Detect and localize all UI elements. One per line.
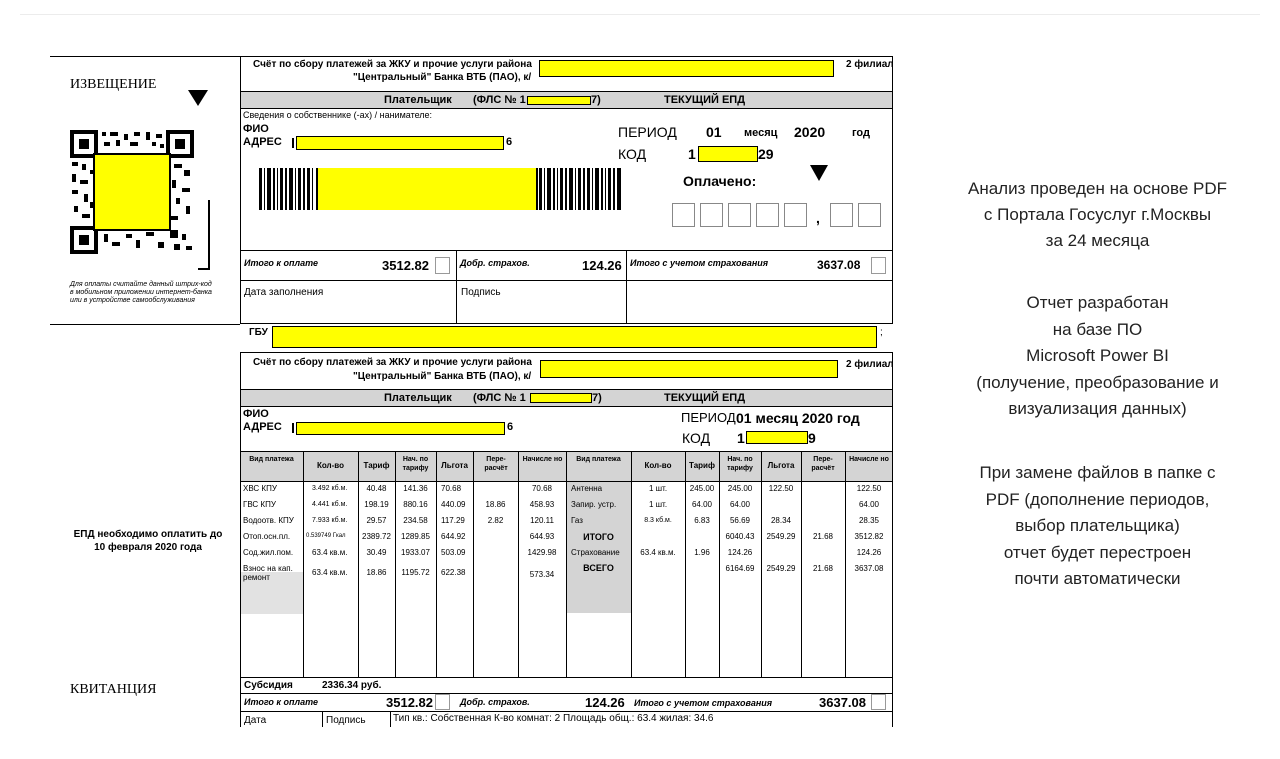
payment-deadline: ЕПД необходимо оплатить до 10 февраля 2020 года [73,529,223,553]
table-cell: 28.34 [770,516,792,525]
code-suffix: 29 [758,146,774,162]
table-cell: 124.26 [856,548,882,557]
period-value: 01 месяц 2020 год [736,410,860,426]
paid-digit-box[interactable] [830,203,853,227]
total-value: 3512.82 [386,695,433,710]
col-header: Льгота [441,461,468,470]
subsidy-label: Субсидия [244,680,293,691]
table-cell: 70.68 [531,484,553,493]
down-arrow-icon [810,165,828,181]
table-cell: 2389.72 [362,532,391,541]
notice-label: ИЗВЕЩЕНИЕ [70,77,157,92]
year-word: год [852,127,870,139]
down-arrow-icon [188,90,208,106]
period-year: 2020 [794,124,826,140]
period-label: ПЕРИОД [681,410,736,425]
table-cell: 63.4 кв.м. [640,548,676,557]
paid-comma: , [816,210,820,226]
col-header: Начисле но [849,456,889,463]
side-note-source: Анализ проведен на основе PDF с Портала Госуслуг г.Москвы за 24 месяца [967,179,1228,250]
total-insurance-label: Итого с учетом страхования [634,698,773,708]
paid-label: Оплачено: [683,173,757,189]
table-cell: 122.50 [856,484,882,493]
charges-table [240,451,893,677]
top-header-branch: 2 филиал [846,59,894,70]
table-cell: 644.92 [441,532,466,541]
code-suffix: 9 [808,430,816,446]
col-header: Пере-расчёт [811,456,835,472]
total-label: Итого к оплате [244,258,318,268]
table-cell: 1 шт. [648,484,668,493]
table-cell: 64.00 [691,500,713,509]
redacted-gbu [272,326,877,348]
period-month: 01 [706,124,722,140]
paid-digit-box[interactable] [728,203,751,227]
col-header: Кол-во [316,461,344,470]
bottom-header-branch: 2 филиал [846,359,894,370]
table-cell: 245.00 [689,484,715,493]
bottom-header-line2: "Центральный" Банка ВТБ (ПАО), к/ [353,371,532,382]
table-cell: Страхование [571,548,620,557]
col-header: Кол-во [644,461,672,470]
redacted-code [698,146,758,162]
paid-digit-box[interactable] [756,203,779,227]
table-cell: 0.539749 Гкал [306,533,346,539]
redacted-address [296,136,504,150]
code-prefix: 1 [737,430,745,446]
col-header: Тариф [363,461,390,470]
total-value: 3512.82 [382,258,429,273]
table-cell: 573.34 [529,570,555,579]
table-cell: 40.48 [366,484,387,493]
bottom-header-line1: Счёт по сбору платежей за ЖКУ и прочие услуги района [253,357,532,368]
table-cell: 124.26 [727,548,753,557]
table-cell: Взнос на кап. ремонт [243,564,293,582]
current-epd-label: ТЕКУЩИЙ ЕПД [664,94,746,106]
table-cell: 21.68 [812,564,834,573]
address-suffix: 6 [507,421,514,433]
table-cell: 880.16 [403,500,428,509]
side-note-software: Отчет разработан на базе ПО Microsoft Power BI (получение, преобразование и визуализация данных) [976,293,1219,418]
period-label: ПЕРИОД [618,124,677,140]
table-cell: 30.49 [366,548,387,557]
table-cell: 2549.29 [766,532,796,541]
fls-suffix: 7) [592,392,602,404]
table-cell: 440.09 [441,500,466,509]
table-cell: ГВС КПУ [243,500,276,509]
table-cell: 4.441 кб.м. [312,501,348,508]
table-cell: Отоп.осн.пл. [243,532,291,541]
total-insurance-value: 3637.08 [819,695,866,710]
insurance-label: Добр. страхов. [460,258,530,268]
table-cell: 56.69 [729,516,751,525]
table-cell: Запир. устр. [571,500,617,509]
table-cell: 6164.69 [725,564,755,573]
table-cell: Сод.жил.пом. [243,548,294,557]
qr-code [70,130,194,254]
table-cell: 3637.08 [854,564,884,573]
insurance-label: Добр. страхов. [460,697,530,707]
table-cell: 18.86 [485,500,506,509]
table-cell: 18.86 [366,568,387,577]
col-header: Нач. по тарифу [402,456,429,472]
total-insurance-checkbox[interactable] [871,694,886,710]
table-cell: 6.83 [694,516,710,525]
table-cell: 70.68 [441,484,462,493]
qr-caption: Для оплаты считайте данный штрих-код в мобильном приложении интернет-банка или в устройстве самообслуживания [70,281,212,304]
table-cell: ИТОГО [583,532,614,542]
table-cell: 2.82 [487,516,504,525]
table-cell: 3512.82 [854,532,884,541]
table-cell: 117.29 [441,516,465,525]
redacted-fls [527,96,591,105]
col-header: Пере-расчёт [484,456,508,472]
fio-label: ФИО [243,123,269,135]
table-cell: 1 шт. [648,500,668,509]
fls-prefix: (ФЛС № 1 [473,94,526,106]
table-cell: 29.57 [366,516,387,525]
table-cell: 63.4 кв.м. [312,548,348,557]
owner-info-label: Сведения о собственнике (-ах) / нанимателе: [243,110,433,120]
code-prefix: 1 [688,146,696,162]
address-label: АДРЕС [243,136,282,148]
insurance-value: 124.26 [582,258,622,273]
table-cell: 644.93 [529,532,555,541]
total-checkbox[interactable] [435,257,450,274]
table-cell: 63.4 кв.м. [312,568,348,577]
table-cell: Антенна [571,484,603,493]
table-cell: ХВС КПУ [243,484,277,493]
fls-suffix: 7) [591,94,601,106]
table-cell: 7.933 кб.м. [312,517,348,524]
signature-label: Подпись [461,287,501,298]
fio-label: ФИО [243,408,269,420]
total-checkbox[interactable] [435,694,450,710]
side-note-automation: При замене файлов в папке с PDF (дополнение периодов, выбор плательщика) отчет будет перестроен почти автоматически [979,463,1216,588]
total-insurance-checkbox[interactable] [871,257,886,274]
receipt-label: КВИТАНЦИЯ [70,682,157,697]
total-label: Итого к оплате [244,697,318,707]
table-cell: Водоотв. КПУ [243,516,294,525]
barcode [259,168,621,210]
col-header: Тариф [689,461,715,470]
gbu-suffix: ; [880,327,883,338]
table-cell: 1.96 [694,548,710,557]
fill-date-label: Дата заполнения [244,287,324,298]
col-header: Начисле но [522,456,563,463]
paid-digit-box[interactable] [700,203,723,227]
table-cell: 1429.98 [527,548,557,557]
total-insurance-value: 3637.08 [817,258,861,272]
gbu-label: ГБУ [249,327,268,338]
address-suffix: 6 [506,136,513,148]
table-cell: 120.11 [530,516,554,525]
top-header-line2: "Центральный" Банка ВТБ (ПАО), к/ [353,72,532,83]
table-cell: 458.93 [529,500,555,509]
table-cell: 6040.43 [725,532,755,541]
code-label: КОД [618,146,647,162]
qr-corner-mark [198,200,210,270]
col-header: Вид платежа [576,456,621,463]
top-divider [20,14,1260,15]
paid-digit-box[interactable] [784,203,807,227]
table-cell: 8.3 кб.м. [644,517,672,524]
table-cell: 122.50 [768,484,794,493]
fls-prefix: (ФЛС № 1 [473,392,526,404]
paid-digit-box[interactable] [858,203,881,227]
top-header-line1: Счёт по сбору платежей за ЖКУ и прочие услуги района [253,59,532,70]
table-cell: 245.00 [727,484,753,493]
table-cell: 503.09 [441,548,466,557]
notice-top-line [50,56,240,57]
paid-digit-box[interactable] [672,203,695,227]
table-cell: 2549.29 [766,564,796,573]
table-cell: Газ [571,516,583,525]
insurance-value: 124.26 [585,695,625,710]
month-word: месяц [744,127,778,139]
redacted-bank-details [539,60,834,77]
redacted-bank-details [540,360,838,378]
table-cell: 3.492 кб.м. [312,485,348,492]
address-label: АДРЕС [243,421,282,433]
table-cell: 28.35 [858,516,880,525]
date-label: Дата [244,715,267,726]
current-epd-label: ТЕКУЩИЙ ЕПД [664,392,746,404]
redacted-code [746,431,808,444]
col-header: Льгота [767,461,795,470]
payer-label: Плательщик [384,94,452,106]
table-cell: 64.00 [858,500,880,509]
code-label: КОД [682,430,711,446]
col-header: Вид платежа [249,456,294,463]
table-cell: 21.68 [812,532,834,541]
table-cell: 234.58 [403,516,428,525]
table-cell: 622.38 [441,568,466,577]
payer-label: Плательщик [384,392,452,404]
table-cell: 141.36 [403,484,428,493]
table-cell: 1933.07 [401,548,430,557]
redacted-address [296,422,505,435]
table-cell: 1195.72 [401,568,430,577]
redacted-fls [530,393,592,403]
signature-label: Подпись [326,715,366,726]
notice-split-line [50,324,240,325]
total-insurance-label: Итого с учетом страхования [630,258,769,268]
table-cell: 198.19 [364,500,389,509]
table-cell: 1289.85 [401,532,430,541]
table-cell: ВСЕГО [583,563,614,573]
subsidy-value: 2336.34 руб. [322,680,382,691]
table-cell: 64.00 [729,500,751,509]
col-header: Нач. по тарифу [727,456,753,472]
apartment-info: Тип кв.: Собственная К-во комнат: 2 Площадь общ.: 63.4 жилая: 34.6 [393,713,714,724]
